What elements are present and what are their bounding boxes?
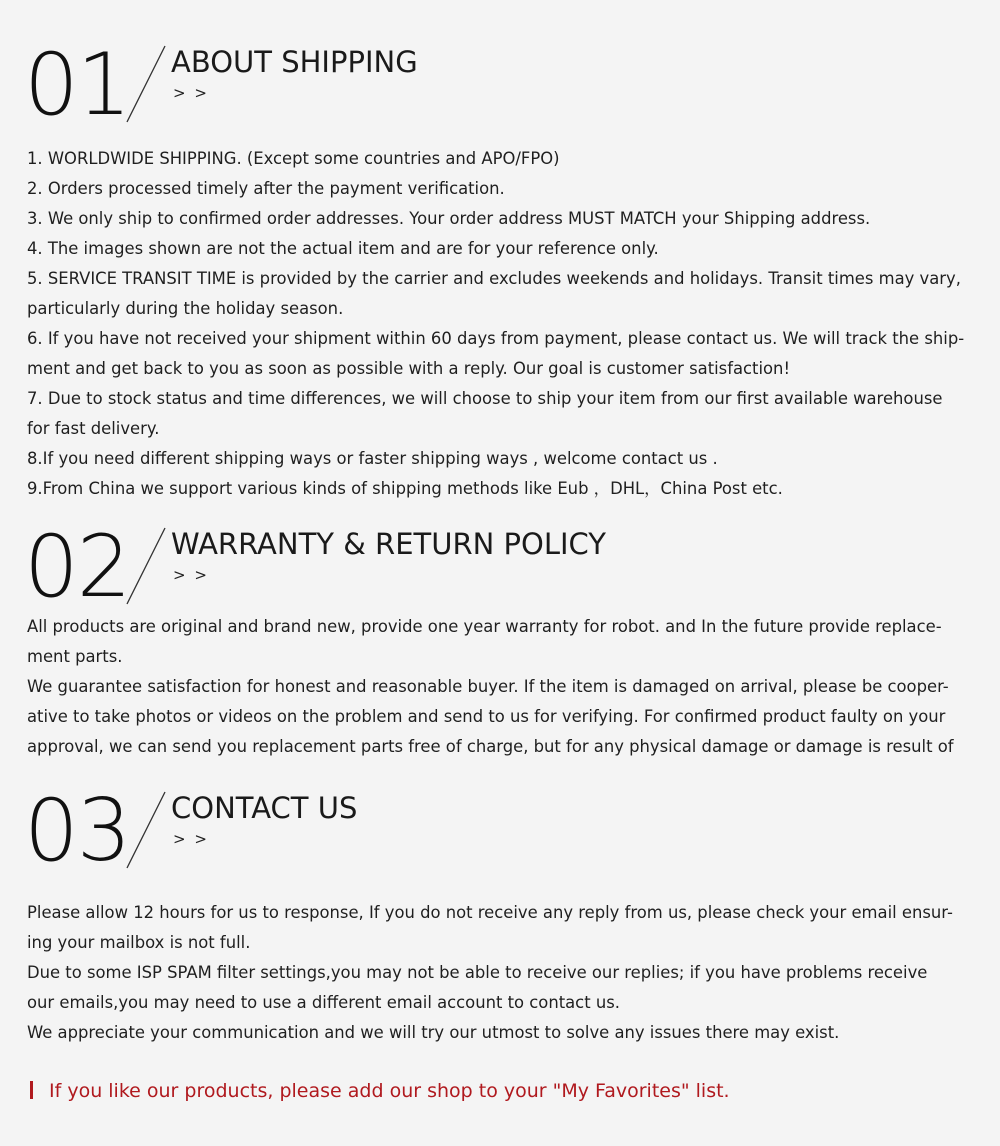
section-title: CONTACT US — [171, 791, 358, 825]
text-line: ing your mailbox is not full. — [27, 933, 251, 952]
section-02-body — [27, 612, 972, 762]
text-line: our emails,you may need to use a different email account to contact us. — [27, 993, 620, 1012]
section-number: 03 — [24, 781, 130, 881]
text-line: We guarantee satisfaction for honest and reasonable buyer. If the item is damaged on arrival, please be cooper- — [27, 677, 949, 696]
text-line: 5. SERVICE TRANSIT TIME is provided by the carrier and excludes weekends and holidays. Transit times may vary, — [27, 269, 961, 288]
text-line: We appreciate your communication and we will try our utmost to solve any issues there may exist. — [27, 1023, 840, 1042]
section-arrow: > > — [173, 84, 209, 102]
section-title: ABOUT SHIPPING — [171, 45, 418, 79]
slash-divider — [124, 526, 168, 606]
favorites-note — [30, 1075, 730, 1107]
text-line: 2. Orders processed timely after the payment verification. — [27, 179, 505, 198]
text-line: 4. The images shown are not the actual item and are for your reference only. — [27, 239, 659, 258]
section-02-header — [24, 517, 964, 617]
text-line: 8.If you need different shipping ways or faster shipping ways , welcome contact us . — [27, 449, 718, 468]
text-line: particularly during the holiday season. — [27, 299, 344, 318]
text-line: approval, we can send you replacement parts free of charge, but for any physical damage or damage is result of — [27, 737, 954, 756]
text-line: Please allow 12 hours for us to response, If you do not receive any reply from us, please check your email ensur- — [27, 903, 953, 922]
text-line: ment and get back to you as soon as possible with a reply. Our goal is customer satisfaction! — [27, 359, 791, 378]
section-arrow: > > — [173, 566, 209, 584]
slash-divider — [124, 44, 168, 124]
section-title: WARRANTY & RETURN POLICY — [171, 527, 607, 561]
section-arrow: > > — [173, 830, 209, 848]
section-03-header — [24, 781, 964, 881]
favorites-text: If you like our products, please add our shop to your "My Favorites" list. — [49, 1080, 730, 1102]
text-line: All products are original and brand new, provide one year warranty for robot. and In the future provide replace- — [27, 617, 942, 636]
text-line: 6. If you have not received your shipment within 60 days from payment, please contact us. We will track the ship- — [27, 329, 965, 348]
text-line: ment parts. — [27, 647, 123, 666]
text-line: 9.From China we support various kinds of shipping methods like Eub ，DHL，China Post etc. — [27, 479, 783, 498]
text-line: 1. WORLDWIDE SHIPPING. (Except some countries and APO/FPO) — [27, 149, 560, 168]
slash-divider — [124, 790, 168, 870]
section-03-body — [27, 898, 972, 1048]
red-bar-marker — [30, 1081, 33, 1099]
section-number: 01 — [24, 35, 130, 135]
text-line: for fast delivery. — [27, 419, 160, 438]
text-line: ative to take photos or videos on the problem and send to us for verifying. For confirmed product faulty on your — [27, 707, 946, 726]
section-number: 02 — [24, 517, 130, 617]
text-line: 7. Due to stock status and time differences, we will choose to ship your item from our first available warehouse — [27, 389, 943, 408]
text-line: Due to some ISP SPAM filter settings,you may not be able to receive our replies; if you have problems receive — [27, 963, 928, 982]
section-01-header — [24, 35, 964, 135]
text-line: 3. We only ship to confirmed order addresses. Your order address MUST MATCH your Shipping address. — [27, 209, 871, 228]
section-01-body — [27, 144, 972, 504]
